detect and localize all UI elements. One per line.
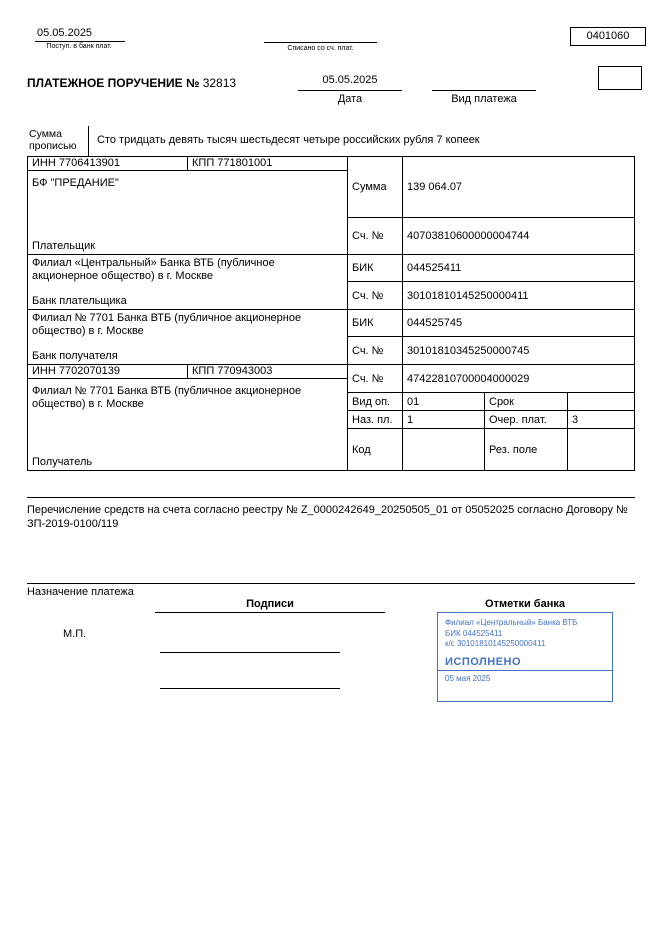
payer-bank-account-value: 30101810145250000411 xyxy=(403,282,635,310)
beneficiary-name: Филиал № 7701 Банка ВТБ (публичное акционерное общество) в г. Москве xyxy=(32,385,302,410)
beneficiary-bank-bik-row xyxy=(348,310,635,337)
beneficiary-block xyxy=(28,365,635,471)
stamp-date: 05 мая 2025 xyxy=(445,674,491,683)
reserve-field-value xyxy=(568,429,635,471)
operation-kind-row xyxy=(348,393,635,411)
code-value xyxy=(403,429,485,471)
received-by-bank-date: 05.05.2025 xyxy=(35,27,125,42)
beneficiary-bank-name: Филиал № 7701 Банка ВТБ (публичное акционерное общество) в г. Москве xyxy=(32,312,302,337)
beneficiary-inn: ИНН 7702070139 xyxy=(28,365,188,379)
payment-purpose-label: Назначение платежа xyxy=(27,586,134,598)
payer-section-label: Плательщик xyxy=(32,240,96,252)
beneficiary-bank-account-row xyxy=(348,337,635,365)
stamp-divider xyxy=(438,670,612,671)
beneficiary-bank-right-column xyxy=(348,310,635,365)
document-date: 05.05.2025 xyxy=(298,74,402,91)
beneficiary-bank-account-label: Сч. № xyxy=(348,337,403,365)
payer-right-column xyxy=(348,157,635,255)
payment-purpose-text: Перечисление средств на счета согласно реестру № Z_0000242649_20250505_01 от 05052025 согласно Договору № ЗП-2019-0100/119 xyxy=(27,504,628,530)
document-title xyxy=(27,76,236,90)
beneficiary-left-column xyxy=(28,365,348,471)
code-label: Код xyxy=(348,429,403,471)
term-value xyxy=(568,393,635,411)
amount-label: Сумма xyxy=(348,157,403,218)
payer-name: БФ "ПРЕДАНИЕ" xyxy=(32,177,119,189)
payer-bank-right-column xyxy=(348,255,635,310)
signature-line-2 xyxy=(160,674,340,689)
beneficiary-bank-block xyxy=(28,310,635,365)
beneficiary-account-value: 47422810700004000029 xyxy=(403,365,635,393)
payer-account-value: 40703810600000004744 xyxy=(403,218,635,255)
beneficiary-section-label: Получатель xyxy=(32,456,93,468)
payer-bank-section-label: Банк плательщика xyxy=(32,295,127,307)
payer-inn-kpp-row xyxy=(28,157,348,171)
purpose-code-label: Наз. пл. xyxy=(348,411,403,429)
beneficiary-bank-bik-label: БИК xyxy=(348,310,403,337)
payer-account-row xyxy=(348,218,635,255)
purpose-code-row xyxy=(348,411,635,429)
payment-purpose-label-row xyxy=(27,583,635,598)
payment-kind-box xyxy=(598,66,642,90)
amount-row xyxy=(348,157,635,218)
payer-bank-block xyxy=(28,255,635,310)
payer-bank-bik-value: 044525411 xyxy=(403,255,635,282)
stamp-bik: БИК 044525411 xyxy=(445,628,503,638)
priority-label: Очер. плат. xyxy=(485,411,568,429)
document-number: 32813 xyxy=(202,76,237,90)
payer-bank-cell xyxy=(28,255,348,310)
payer-bank-left-column xyxy=(28,255,348,310)
beneficiary-inn-kpp-row xyxy=(28,365,348,379)
amount-value: 139 064.07 xyxy=(403,157,635,218)
payer-inn: ИНН 7706413901 xyxy=(28,157,188,171)
stamp-place-label: М.П. xyxy=(63,628,87,640)
received-by-bank-label: Поступ. в банк плат. xyxy=(46,43,112,50)
signatures-label: Подписи xyxy=(155,598,385,613)
beneficiary-bank-left-column xyxy=(28,310,348,365)
form-code-box: 0401060 xyxy=(570,27,646,46)
date-label: Дата xyxy=(337,93,363,105)
amount-in-words-label: Сумма прописью xyxy=(27,126,89,156)
beneficiary-bank-bik-value: 044525745 xyxy=(403,310,635,337)
payer-bank-bik-row xyxy=(348,255,635,282)
code-row xyxy=(348,429,635,471)
operation-kind-label: Вид оп. xyxy=(348,393,403,411)
beneficiary-right-column xyxy=(348,365,635,471)
document-title-text: ПЛАТЕЖНОЕ ПОРУЧЕНИЕ № xyxy=(27,76,200,90)
payer-bank-name: Филиал «Центральный» Банка ВТБ (публичное акционерное общество) в г. Москве xyxy=(32,257,275,282)
beneficiary-bank-section-label: Банк получателя xyxy=(32,350,118,362)
payment-kind-label: Вид платежа xyxy=(451,93,517,105)
payer-bank-account-label: Сч. № xyxy=(348,282,403,310)
beneficiary-bank-cell xyxy=(28,310,348,365)
purpose-separator-line xyxy=(27,497,635,498)
debited-from-account-line xyxy=(264,30,377,43)
bank-stamp xyxy=(437,612,613,702)
beneficiary-account-row xyxy=(348,365,635,393)
beneficiary-kpp: КПП 770943003 xyxy=(188,365,348,379)
payer-left-column xyxy=(28,157,348,255)
payment-details-table xyxy=(27,157,635,471)
payer-bank-bik-label: БИК xyxy=(348,255,403,282)
stamp-status: ИСПОЛНЕНО xyxy=(445,655,522,668)
payment-kind-line xyxy=(432,74,536,91)
stamp-corr-account: к/с 30101810145250000411 xyxy=(445,639,546,648)
priority-value: 3 xyxy=(568,411,635,429)
bank-marks-label: Отметки банка xyxy=(485,598,565,610)
stamp-bank-name: Филиал «Центральный» Банка ВТБ xyxy=(445,618,578,627)
beneficiary-bank-account-value: 30101810345250000745 xyxy=(403,337,635,365)
payer-bank-account-row xyxy=(348,282,635,310)
amount-in-words-text: Сто тридцать девять тысяч шестьдесят четыре российских рубля 7 копеек xyxy=(97,134,480,146)
payer-cell xyxy=(28,171,348,255)
purpose-code-value: 1 xyxy=(403,411,485,429)
beneficiary-cell xyxy=(28,379,348,471)
payer-account-label: Сч. № xyxy=(348,218,403,255)
term-label: Срок xyxy=(485,393,568,411)
reserve-field-label: Рез. поле xyxy=(485,429,568,471)
signature-line-1 xyxy=(160,638,340,653)
payer-block xyxy=(28,157,635,255)
debited-from-account-label: Списано со сч. плат. xyxy=(287,45,354,52)
beneficiary-account-label: Сч. № xyxy=(348,365,403,393)
operation-kind-value: 01 xyxy=(403,393,485,411)
amount-in-words-row xyxy=(27,126,635,157)
payer-kpp: КПП 771801001 xyxy=(188,157,348,171)
